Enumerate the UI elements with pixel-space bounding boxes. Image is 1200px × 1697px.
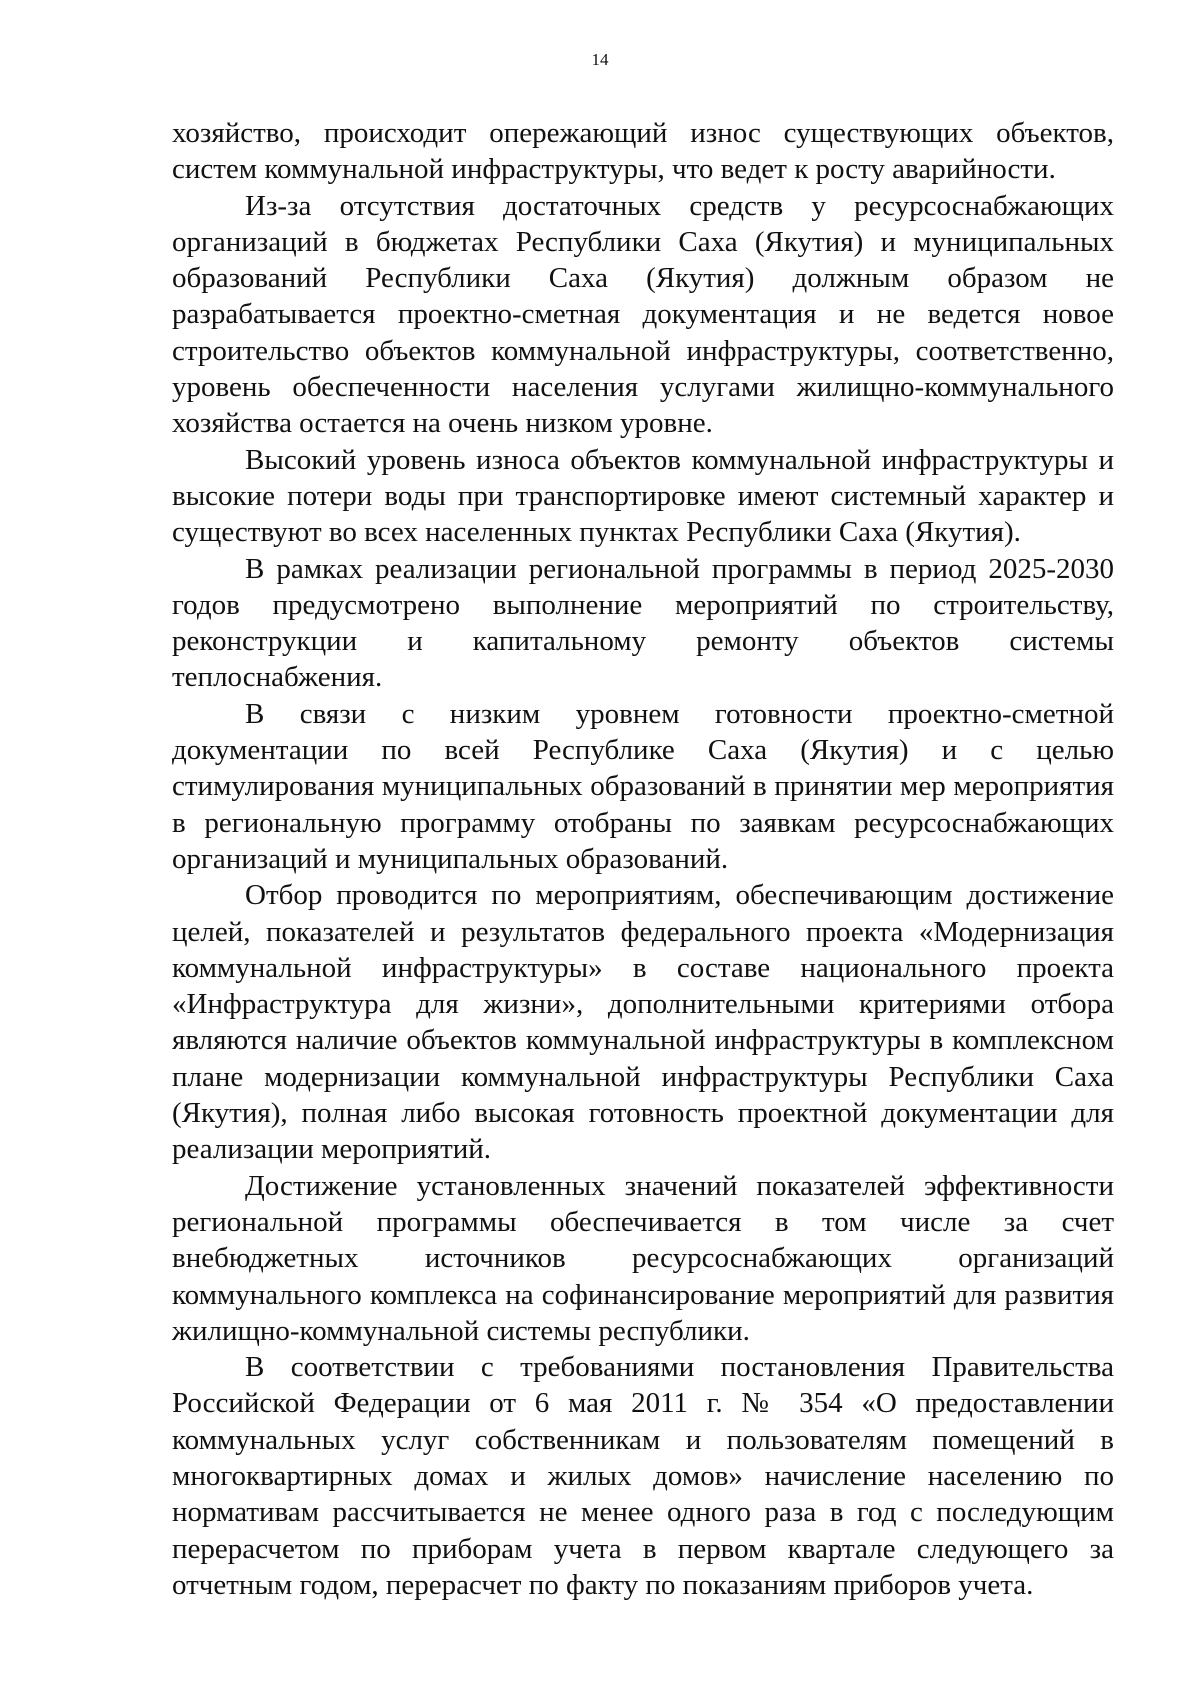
paragraph-readiness: В связи с низким уровнем готовности проектно-сметной документации по всей Республике Саха (Якутия) и с целью стимулирования муниципальных образований в принятии мер мероприятия в региональную программу отобраны по заявкам ресурсоснабжающих организаций и муниципальных образований.: [172, 697, 1114, 875]
paragraph-wear-level: Высокий уровень износа объектов коммунальной инфраструктуры и высокие потери воды при транспортировке имеют системный характер и существуют во всех населенных пунктах Республики Саха (Якутия).: [172, 443, 1114, 549]
paragraph-continuation: хозяйство, происходит опережающий износ существующих объектов, систем коммунальной инфраструктуры, что ведет к росту аварийности.: [172, 117, 1114, 186]
paragraph-regulation: В соответствии с требованиями постановления Правительства Российской Федерации от 6 мая 2011 г. № 354 «О предоставлении коммунальных услуг собственникам и пользователям помещений в многоквартирных домах и жилых домов» начисление населению по нормативам рассчитывается не менее одного раза в год с последующим перерасчетом по приборам учета в первом квартале следующего за отчетным годом, перерасчет по факту по показаниям приборов учета.: [172, 1351, 1114, 1601]
paragraph-selection: Отбор проводится по мероприятиям, обеспечивающим достижение целей, показателей и результатов федерального проекта «Модернизация коммунальной инфраструктуры» в составе национального проекта «Инфраструктура для жизни», дополнительными критериями отбора являются наличие объектов коммунальной инфраструктуры в комплексном плане модернизации коммунальной инфраструктуры Республики Саха (Якутия), полная либо высокая готовность проектной документации для реализации мероприятий.: [172, 879, 1114, 1166]
paragraph-lack-of-funds: Из-за отсутствия достаточных средств у ресурсоснабжающих организаций в бюджетах Республики Саха (Якутия) и муниципальных образований Республики Саха (Якутия) должным образом не разрабатывается проектно-сметная документация и не ведется новое строительство объектов коммунальной инфраструктуры, соответственно, уровень обеспеченности населения услугами жилищно-коммунального хозяйства остается на очень низком уровне.: [172, 189, 1114, 440]
paragraph-program-period: В рамках реализации региональной программы в период 2025-2030 годов предусмотрено выполнение мероприятий по строительству, реконструкции и капитальному ремонту объектов системы теплоснабжения.: [172, 552, 1114, 694]
page-number: 14: [591, 50, 609, 69]
document-body: [172, 115, 1114, 1603]
paragraph-targets: Достижение установленных значений показателей эффективности региональной программы обеспечивается в том числе за счет внебюджетных источников ресурсоснабжающих организаций коммунального комплекса на софинансирование мероприятий для развития жилищно-коммунальной системы республики.: [172, 1169, 1114, 1347]
